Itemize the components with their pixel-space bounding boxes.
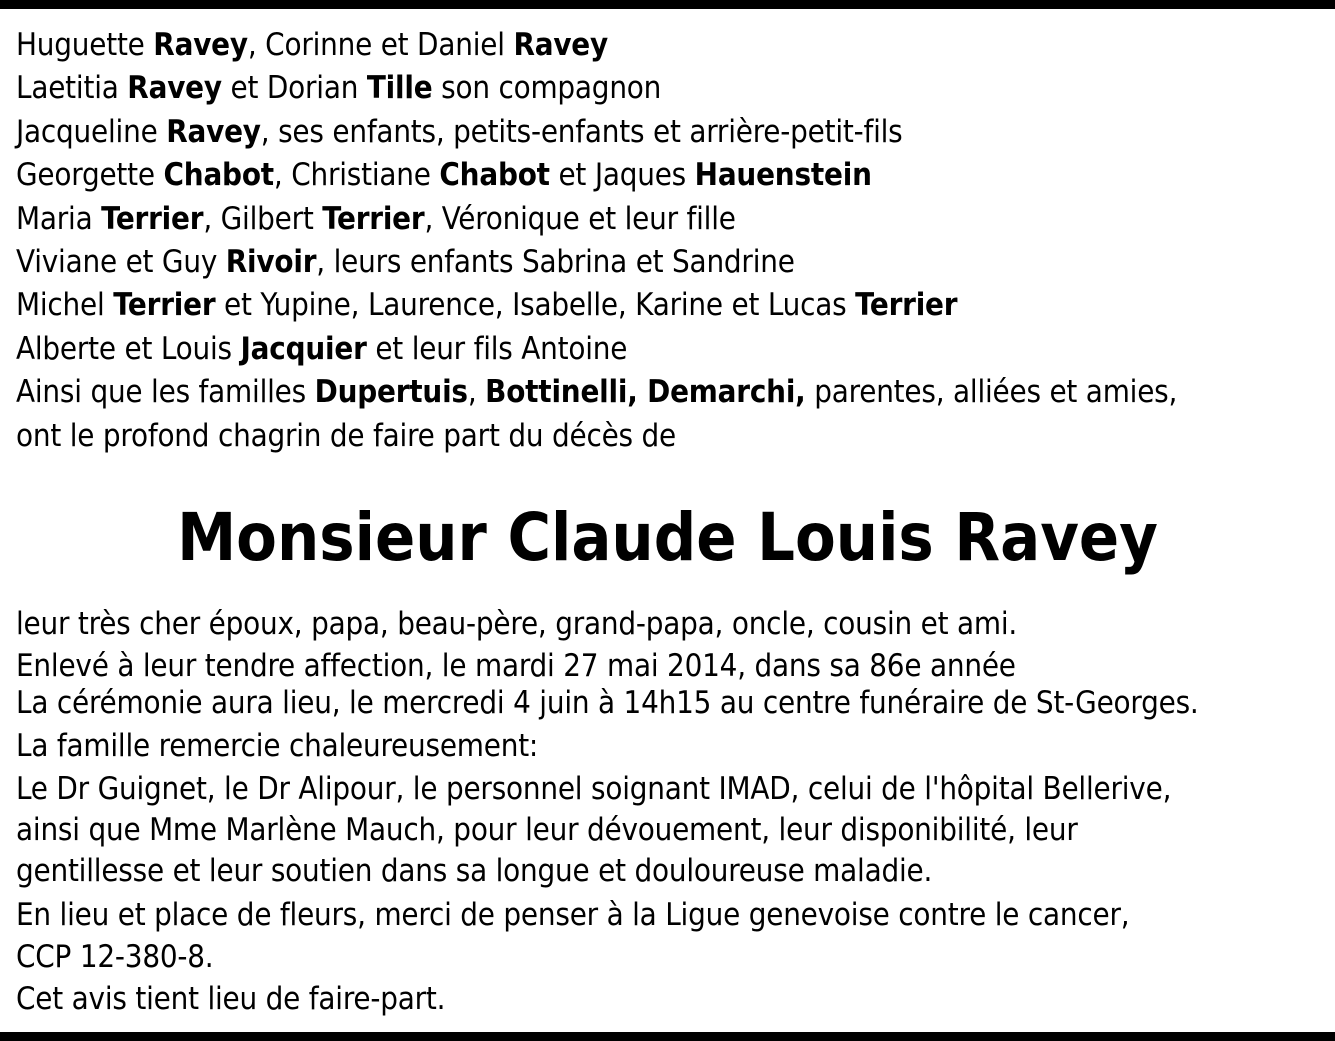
family-name-bold: Chabot [439, 157, 550, 193]
top-border [0, 0, 1335, 9]
text-segment: Georgette [16, 157, 164, 193]
text-segment: ont le profond chagrin de faire part du décès de [16, 418, 677, 454]
text-segment: , [467, 374, 486, 410]
family-name-bold: Terrier [113, 287, 216, 323]
family-name-bold: Bottinelli, Demarchi, [485, 374, 806, 410]
deceased-name-heading: Monsieur Claude Louis Ravey [177, 499, 1158, 576]
family-name-bold: Ravey [153, 27, 248, 63]
text-segment: , Christiane [273, 157, 440, 193]
body-line: En lieu et place de fleurs, merci de penser à la Ligue genevoise contre le cancer, [16, 897, 1130, 933]
text-segment: et Yupine, Laurence, Isabelle, Karine et Lucas [215, 287, 856, 323]
family-name-bold: Ravey [166, 114, 261, 150]
family-line [16, 157, 872, 193]
text-segment: , Véronique et leur fille [424, 201, 736, 237]
family-line [16, 418, 676, 454]
text-segment: Laetitia [16, 70, 128, 106]
family-line [16, 244, 795, 280]
family-line [16, 201, 736, 237]
body-line: Enlevé à leur tendre affection, le mardi 27 mai 2014, dans sa 86e année [16, 648, 1016, 684]
text-segment: et Jaques [549, 157, 695, 193]
family-name-bold: Rivoir [225, 244, 317, 280]
body-line: La cérémonie aura lieu, le mercredi 4 juin à 14h15 au centre funéraire de St-Georges. [16, 685, 1199, 721]
family-line [16, 70, 661, 106]
text-segment: Viviane et Guy [16, 244, 226, 280]
body-line: Le Dr Guignet, le Dr Alipour, le personnel soignant IMAD, celui de l'hôpital Bellerive, [16, 771, 1172, 807]
text-segment: et Dorian [221, 70, 367, 106]
family-name-bold: Terrier [101, 201, 204, 237]
text-segment: , Gilbert [203, 201, 323, 237]
family-line [16, 287, 957, 323]
text-segment: Maria [16, 201, 102, 237]
body-line: ainsi que Mme Marlène Mauch, pour leur dévouement, leur disponibilité, leur [16, 812, 1078, 848]
family-name-bold: Jacquier [240, 331, 367, 367]
family-name-bold: Ravey [513, 27, 609, 63]
text-segment: et leur fils Antoine [366, 331, 628, 367]
family-name-bold: Hauenstein [694, 157, 872, 193]
body-line: CCP 12-380-8. [16, 939, 214, 975]
bottom-border [0, 1032, 1335, 1041]
text-segment: Ainsi que les familles [16, 374, 315, 410]
text-segment: Jacqueline [16, 114, 167, 150]
text-segment: , Corinne et Daniel [247, 27, 514, 63]
family-name-bold: Terrier [322, 201, 425, 237]
text-segment: , ses enfants, petits-enfants et arrière-petit-fils [260, 114, 903, 150]
text-segment: Michel [16, 287, 114, 323]
body-line: La famille remercie chaleureusement: [16, 728, 539, 764]
body-line: gentillesse et leur soutien dans sa longue et douloureuse maladie. [16, 853, 933, 889]
family-line [16, 27, 608, 63]
text-segment: parentes, alliées et amies, [805, 374, 1178, 410]
family-name-bold: Ravey [127, 70, 222, 106]
text-segment: son compagnon [432, 70, 662, 106]
family-line [16, 331, 627, 367]
text-segment: Huguette [16, 27, 154, 63]
text-segment: Alberte et Louis [16, 331, 241, 367]
family-name-bold: Terrier [855, 287, 958, 323]
family-line [16, 374, 1177, 410]
family-name-bold: Dupertuis [314, 374, 468, 410]
family-name-bold: Tille [366, 70, 433, 106]
family-name-bold: Chabot [163, 157, 274, 193]
body-line: Cet avis tient lieu de faire-part. [16, 981, 446, 1017]
body-line: leur très cher époux, papa, beau-père, grand-papa, oncle, cousin et ami. [16, 606, 1018, 642]
family-line [16, 114, 903, 150]
text-segment: , leurs enfants Sabrina et Sandrine [316, 244, 795, 280]
